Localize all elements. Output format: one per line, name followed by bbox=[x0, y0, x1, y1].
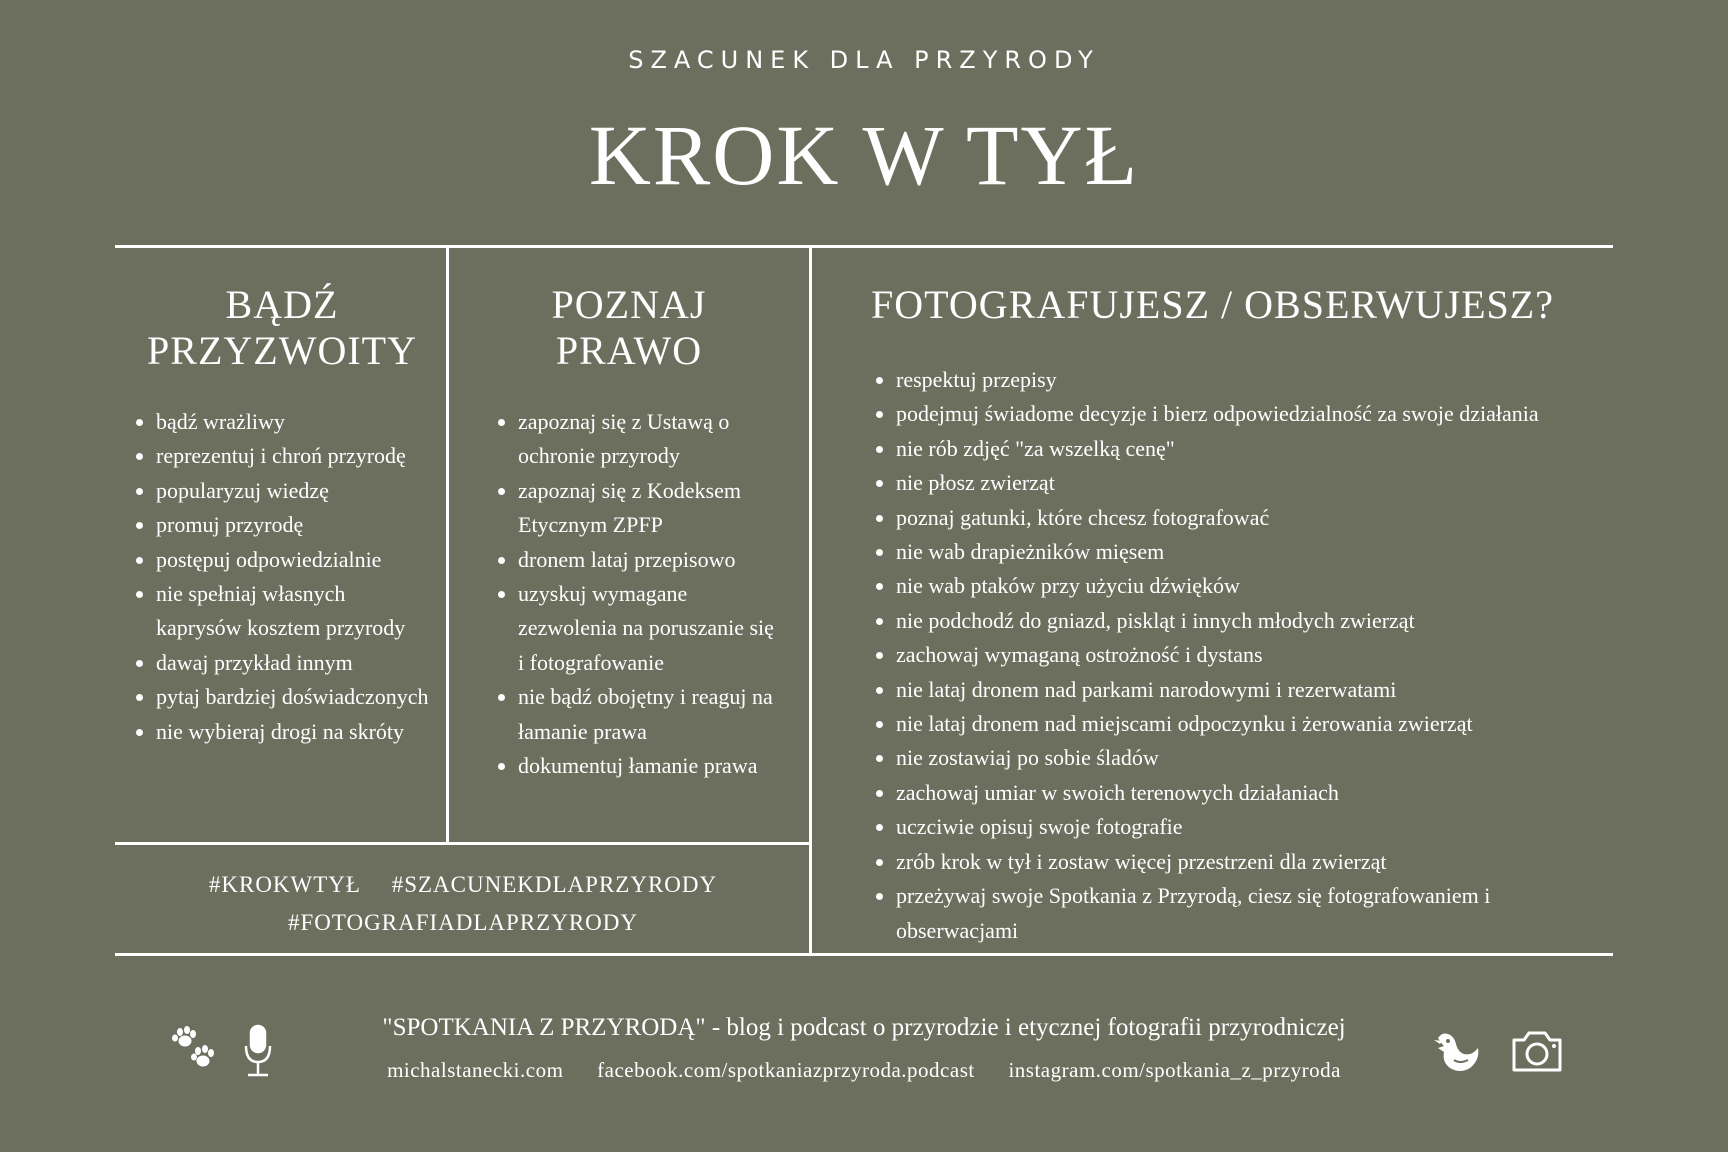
list-item: zachowaj umiar w swoich terenowych działaniach bbox=[874, 776, 1599, 810]
list-item: nie wab drapieżników mięsem bbox=[874, 535, 1599, 569]
list-item: popularyzuj wiedzę bbox=[134, 474, 434, 508]
list-item: dokumentuj łamanie prawa bbox=[496, 749, 781, 783]
list-item: reprezentuj i chroń przyrodę bbox=[134, 439, 434, 473]
list-item: nie wybieraj drogi na skróty bbox=[134, 715, 434, 749]
list-item: zachowaj wymaganą ostrożność i dystans bbox=[874, 638, 1599, 672]
camera-icon bbox=[1510, 1028, 1564, 1074]
list-item: przeżywaj swoje Spotkania z Przyrodą, ciesz się fotografowaniem i obserwacjami bbox=[874, 879, 1599, 948]
list-item: uzyskuj wymagane zezwolenia na poruszanie się i fotografowanie bbox=[496, 577, 781, 680]
list-item: zrób krok w tył i zostaw więcej przestrzeni dla zwierząt bbox=[874, 845, 1599, 879]
list-item: respektuj przepisy bbox=[874, 363, 1599, 397]
list-item: nie lataj dronem nad parkami narodowymi i rezerwatami bbox=[874, 673, 1599, 707]
hashtags bbox=[116, 866, 810, 942]
hashtag: #SZACUNEKDLAPRZYRODY bbox=[391, 872, 718, 897]
list-item: nie podchodź do gniazd, piskląt i innych młodych zwierząt bbox=[874, 604, 1599, 638]
heading-line: PRZYZWOITY bbox=[147, 328, 417, 373]
list-item: nie wab ptaków przy użyciu dźwięków bbox=[874, 569, 1599, 603]
heading-line: POZNAJ bbox=[551, 282, 707, 327]
facebook-link[interactable]: facebook.com/spotkaniazprzyroda.podcast bbox=[597, 1058, 975, 1082]
list-item: nie płosz zwierząt bbox=[874, 466, 1599, 500]
page-title: KROK W TYŁ bbox=[588, 107, 1140, 203]
bird-icon bbox=[1434, 1030, 1484, 1074]
hashtag-divider bbox=[115, 842, 810, 845]
bottom-divider bbox=[115, 953, 1613, 956]
list-item: dronem lataj przepisowo bbox=[496, 543, 781, 577]
microphone-icon bbox=[242, 1024, 274, 1078]
decent-list bbox=[134, 405, 434, 749]
list-item: uczciwie opisuj swoje fotografie bbox=[874, 810, 1599, 844]
heading-line: BĄDŹ bbox=[225, 282, 339, 327]
column-divider-2 bbox=[809, 245, 812, 956]
list-item: postępuj odpowiedzialnie bbox=[134, 543, 434, 577]
heading-line: PRAWO bbox=[555, 328, 703, 373]
list-item: nie lataj dronem nad miejscami odpoczynku i żerowania zwierząt bbox=[874, 707, 1599, 741]
paw-prints-icon bbox=[170, 1026, 218, 1074]
list-item: nie zostawiaj po sobie śladów bbox=[874, 741, 1599, 775]
hashtag: #KROKWTYŁ bbox=[208, 872, 361, 897]
list-item: nie rób zdjęć "za wszelką cenę" bbox=[874, 432, 1599, 466]
top-divider bbox=[115, 245, 1613, 248]
hashtag: #FOTOGRAFIADLAPRZYRODY bbox=[288, 910, 638, 935]
photo-list bbox=[874, 363, 1599, 948]
list-item: promuj przyrodę bbox=[134, 508, 434, 542]
instagram-link[interactable]: instagram.com/spotkania_z_przyroda bbox=[1008, 1058, 1341, 1082]
list-item: poznaj gatunki, które chcesz fotografować bbox=[874, 501, 1599, 535]
column-heading-law bbox=[449, 282, 809, 374]
site-link[interactable]: michalstanecki.com bbox=[387, 1058, 564, 1082]
list-item: dawaj przykład innym bbox=[134, 646, 434, 680]
law-list bbox=[496, 405, 781, 783]
footer-title: "SPOTKANIA Z PRZYRODĄ" - blog i podcast o przyrodzie i etycznej fotografii przyrodniczej bbox=[382, 1014, 1346, 1041]
list-item: nie spełniaj własnych kaprysów kosztem przyrody bbox=[134, 577, 434, 646]
list-item: bądź wrażliwy bbox=[134, 405, 434, 439]
list-item: pytaj bardziej doświadczonych bbox=[134, 680, 434, 714]
column-heading-decent bbox=[118, 282, 446, 374]
list-item: nie bądź obojętny i reaguj na łamanie prawa bbox=[496, 680, 781, 749]
list-item: podejmuj świadome decyzje i bierz odpowiedzialność za swoje działania bbox=[874, 397, 1599, 431]
column-heading-photo: FOTOGRAFUJESZ / OBSERWUJESZ? bbox=[871, 282, 1554, 327]
list-item: zapoznaj się z Kodeksem Etycznym ZPFP bbox=[496, 474, 781, 543]
subtitle: SZACUNEK DLA PRZYRODY bbox=[628, 46, 1100, 74]
list-item: zapoznaj się z Ustawą o ochronie przyrody bbox=[496, 405, 781, 474]
